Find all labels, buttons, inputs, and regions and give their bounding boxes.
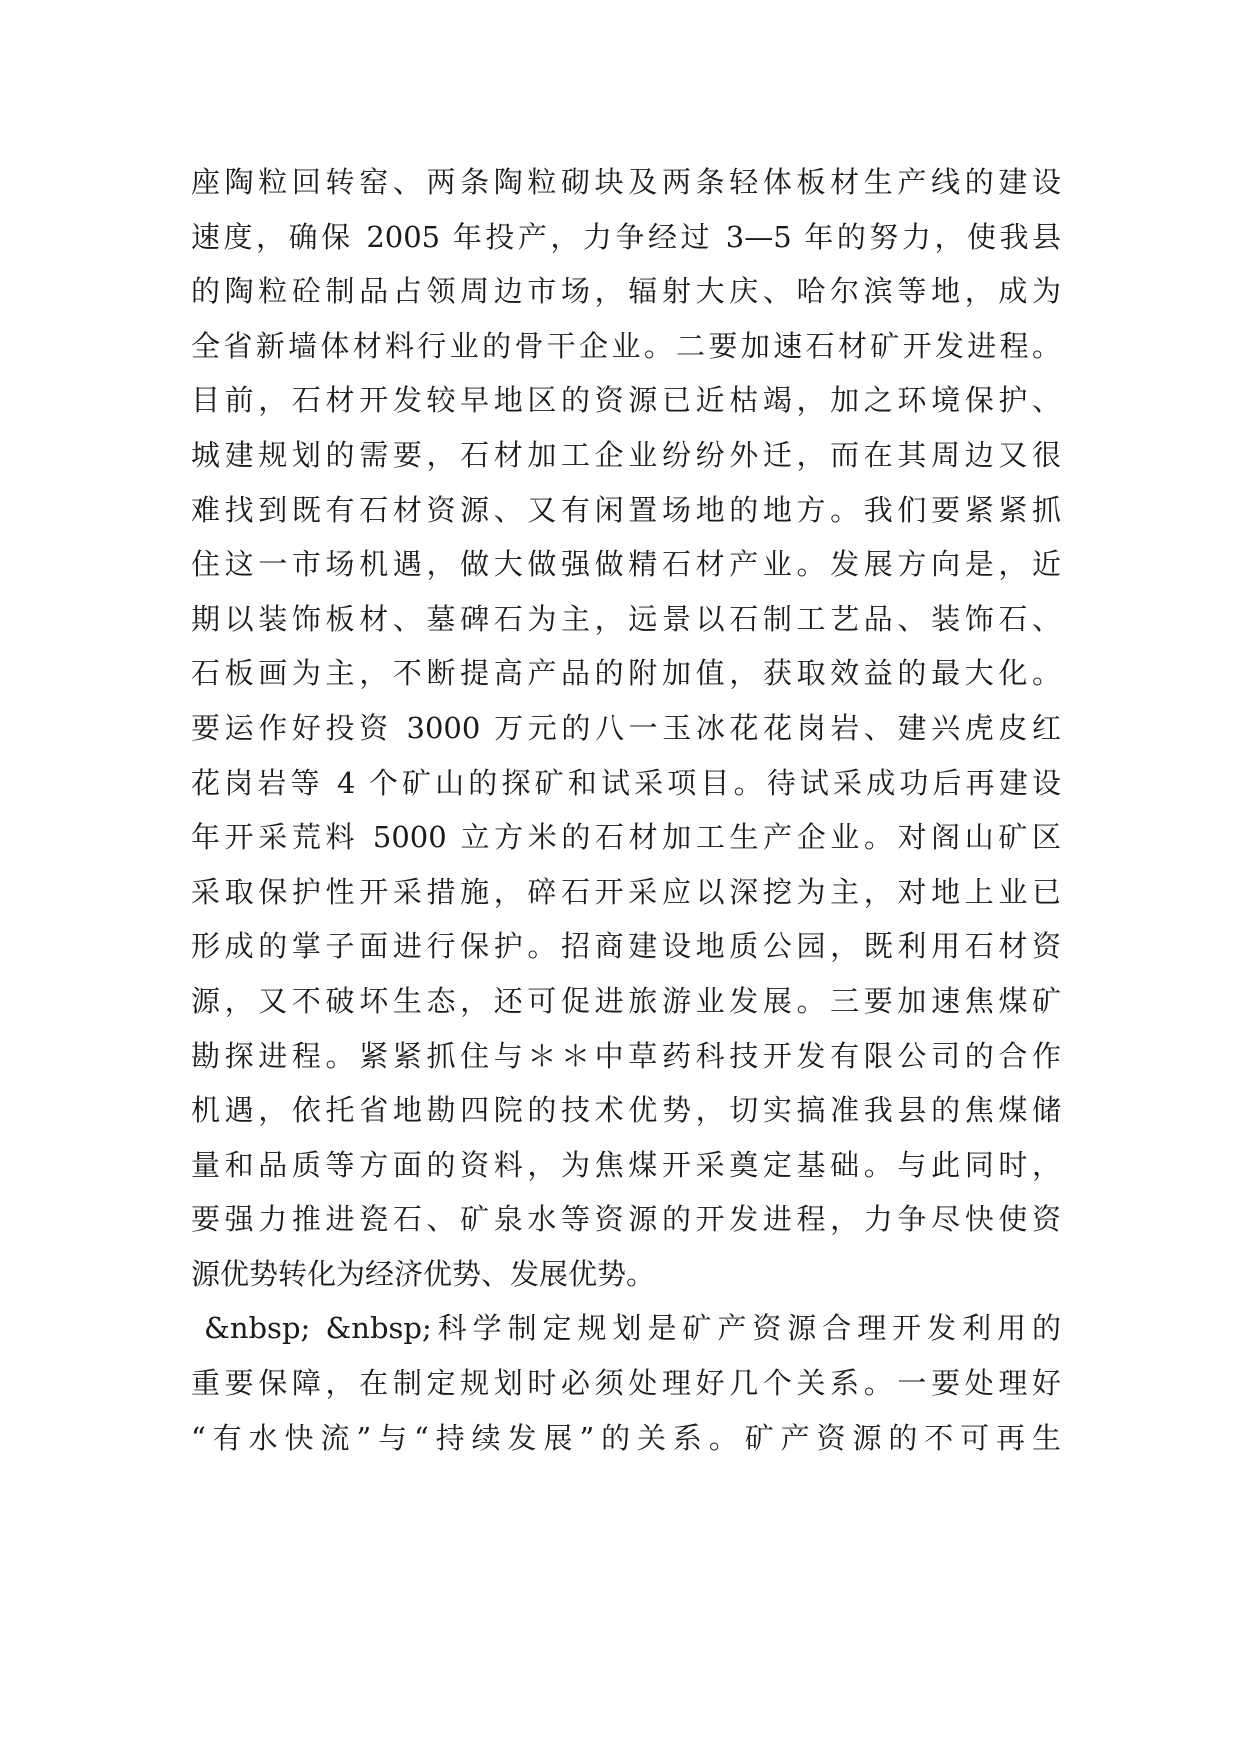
text-line: 目前，石材开发较早地区的资源已近枯竭，加之环境保护、 <box>191 383 1061 418</box>
text-line: 机遇，依托省地勘四院的技术优势，切实搞准我县的焦煤储 <box>191 1093 1061 1128</box>
text-line: 全省新墙体材料行业的骨干企业。二要加速石材矿开发进程。 <box>191 328 1061 363</box>
text-line: 源优势转化为经济优势、发展优势。 <box>191 1256 656 1291</box>
text-line: 要强力推进瓷石、矿泉水等资源的开发进程，力争尽快使资 <box>191 1202 1061 1237</box>
text-line: 花岗岩等 4 个矿山的探矿和试采项目。待试采成功后再建设 <box>191 765 1061 800</box>
text-line: 量和品质等方面的资料，为焦煤开采奠定基础。与此同时， <box>191 1147 1061 1182</box>
text-line: 难找到既有石材资源、又有闲置场地的地方。我们要紧紧抓 <box>191 492 1061 527</box>
text-line: 城建规划的需要，石材加工企业纷纷外迁，而在其周边又很 <box>191 437 1061 472</box>
text-line: &nbsp; &nbsp;科学制定规划是矿产资源合理开发利用的 <box>204 1311 1061 1346</box>
paragraph-2 <box>191 1301 1061 1465</box>
text-line: 年开采荒料 5000 立方米的石材加工生产企业。对阁山矿区 <box>191 820 1061 855</box>
document-body <box>191 155 1061 1465</box>
text-line: 要运作好投资 3000 万元的八一玉冰花花岗岩、建兴虎皮红 <box>191 710 1061 745</box>
text-line: 期以装饰板材、墓碑石为主，远景以石制工艺品、装饰石、 <box>191 601 1061 636</box>
text-line: 形成的掌子面进行保护。招商建设地质公园，既利用石材资 <box>191 929 1061 964</box>
text-line: 源，又不破坏生态，还可促进旅游业发展。三要加速焦煤矿 <box>191 983 1061 1018</box>
text-line: “有水快流”与“持续发展”的关系。矿产资源的不可再生 <box>191 1420 1061 1455</box>
text-line: 石板画为主，不断提高产品的附加值，获取效益的最大化。 <box>191 656 1061 691</box>
text-line: 重要保障，在制定规划时必须处理好几个关系。一要处理好 <box>191 1366 1061 1401</box>
text-line: 速度，确保 2005 年投产，力争经过 3—5 年的努力，使我县 <box>191 219 1061 254</box>
text-line: 住这一市场机遇，做大做强做精石材产业。发展方向是，近 <box>191 547 1061 582</box>
text-line: 的陶粒砼制品占领周边市场，辐射大庆、哈尔滨等地，成为 <box>191 274 1061 309</box>
text-line: 座陶粒回转窑、两条陶粒砌块及两条轻体板材生产线的建设 <box>191 165 1061 199</box>
text-line: 采取保护性开采措施，碎石开采应以深挖为主，对地上业已 <box>191 874 1061 909</box>
paragraph-1 <box>191 155 1061 1301</box>
text-line: 勘探进程。紧紧抓住与＊＊中草药科技开发有限公司的合作 <box>191 1038 1061 1073</box>
